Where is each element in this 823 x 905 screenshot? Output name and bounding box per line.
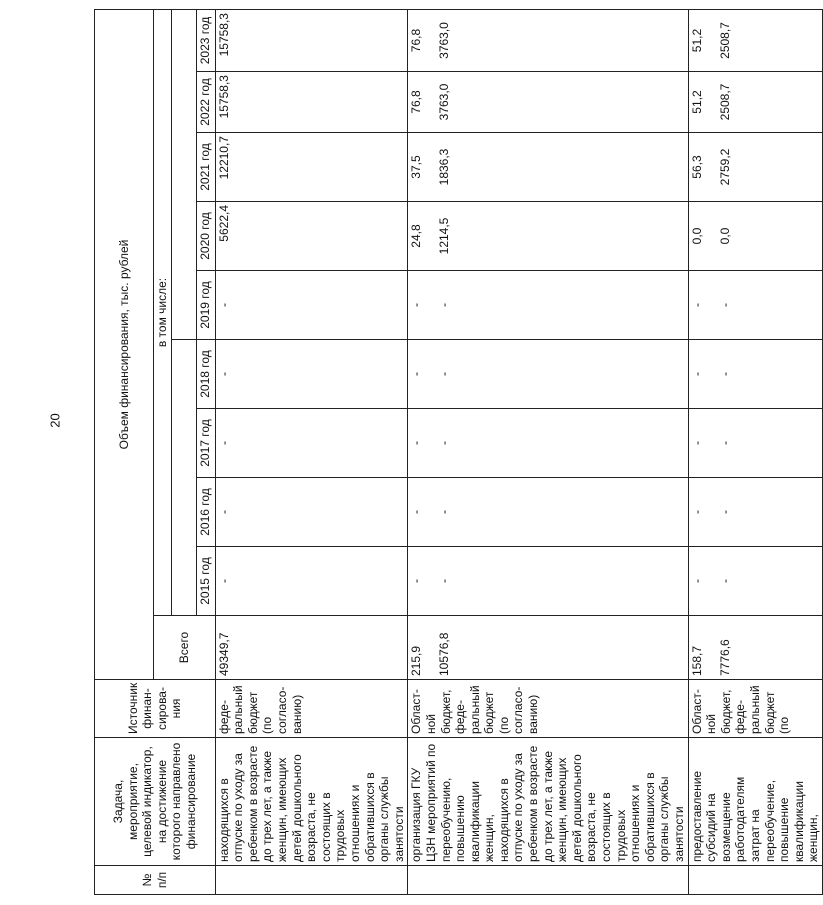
cell-year: 5622,4	[215, 202, 408, 271]
row-source-line: Област-ной бюджет,	[409, 689, 453, 734]
row-source	[688, 680, 822, 738]
table-row	[688, 10, 822, 895]
header-year: 2017 год	[196, 409, 215, 478]
cell-year: -	[717, 510, 732, 514]
cell-year: -	[215, 409, 408, 478]
page-number: 20	[47, 413, 63, 428]
cell-year: -	[215, 271, 408, 340]
cell-year: -	[717, 441, 732, 445]
row-source	[408, 680, 688, 738]
row-source-line: Област-ной бюджет,	[689, 689, 733, 734]
header-year: 2020 год	[196, 202, 215, 271]
cell-year-group	[688, 202, 822, 271]
cell-year: 3763,0	[437, 83, 452, 121]
cell-year: 3763,0	[437, 22, 452, 59]
cell-year-group	[408, 478, 688, 547]
header-year: 2015 год	[196, 547, 215, 616]
cell-year-group	[688, 478, 822, 547]
cell-year: 1836,3	[437, 148, 452, 186]
cell-year: -	[409, 441, 424, 445]
cell-year: 76,8	[409, 90, 424, 114]
header-year: 2016 год	[196, 478, 215, 547]
cell-year: -	[689, 441, 704, 445]
cell-year-group	[688, 10, 822, 72]
cell-year: -	[437, 441, 452, 445]
header-num: № п/п	[95, 866, 216, 895]
cell-year: -	[409, 303, 424, 307]
cell-year: -	[437, 510, 452, 514]
row-total: 49349,7	[215, 616, 408, 680]
cell-year: -	[689, 579, 704, 583]
header-task: Задача, мероприятие, целевой индикатор, на достижение которого направлено финансирование	[95, 738, 216, 866]
row-source: феде-ральный бюджет (по согласо-ванию)	[215, 680, 408, 738]
cell-year: -	[215, 340, 408, 409]
cell-year-group	[408, 340, 688, 409]
cell-year: 0,0	[689, 227, 704, 245]
header-total: Всего	[154, 616, 216, 680]
cell-year: 24,8	[409, 224, 424, 248]
cell-year: 76,8	[409, 28, 424, 53]
cell-year: -	[215, 478, 408, 547]
rotated-page	[94, 10, 821, 895]
cell-year: 2508,7	[717, 83, 732, 121]
cell-year: -	[437, 303, 452, 307]
row-source-line: феде-ральный бюджет (по согласо-ванию)	[453, 685, 541, 734]
cell-year: 51,2	[689, 90, 704, 114]
cell-year: 56,3	[689, 155, 704, 179]
total-value: 10576,8	[437, 632, 452, 676]
header-year: 2019 год	[196, 271, 215, 340]
row-num	[688, 866, 822, 895]
cell-year: -	[409, 372, 424, 376]
cell-year: 2508,7	[717, 22, 732, 59]
total-value: 215,9	[409, 645, 424, 676]
cell-year: -	[689, 372, 704, 376]
row-num	[408, 866, 688, 895]
cell-year: -	[409, 579, 424, 583]
cell-year: -	[689, 510, 704, 514]
cell-year-group	[688, 72, 822, 133]
cell-year-group	[408, 547, 688, 616]
cell-year: 51,2	[689, 28, 704, 53]
cell-year-group	[408, 72, 688, 133]
header-year: 2023 год	[196, 10, 215, 72]
cell-year-group	[408, 271, 688, 340]
row-task: находящихся в отпуске по уходу за ребенком в возрасте до трех лет, а также женщин, имеющих детей дошкольного возраста, не состоящих в трудовых отношениях и обратившихся в органы службы занятости	[215, 738, 408, 866]
cell-year: 1214,5	[437, 217, 452, 255]
cell-year: -	[717, 372, 732, 376]
header-blank	[171, 10, 196, 340]
cell-year: -	[437, 579, 452, 583]
cell-year: -	[717, 579, 732, 583]
header-source: Источник финан-сирова-ния	[95, 680, 216, 738]
header-including: в том числе:	[154, 10, 172, 616]
total-value: 158,7	[689, 645, 704, 676]
header-blank	[171, 340, 196, 616]
cell-year-group	[408, 202, 688, 271]
cell-year-group	[688, 340, 822, 409]
cell-year-group	[408, 409, 688, 478]
cell-year-group	[688, 547, 822, 616]
cell-year: 15758,3	[215, 72, 408, 133]
cell-year: 37,5	[409, 155, 424, 179]
table-row	[408, 10, 688, 895]
cell-year-group	[688, 133, 822, 202]
row-source-line: феде-ральный бюджет (по	[733, 685, 792, 734]
cell-year: -	[437, 372, 452, 376]
cell-year: -	[689, 303, 704, 307]
cell-year: -	[409, 510, 424, 514]
cell-year-group	[408, 133, 688, 202]
cell-year: 15758,3	[215, 10, 408, 72]
cell-year: -	[717, 303, 732, 307]
row-task: организация ГКУ ЦЗН мероприятий по переобучению, повышению квалификации женщин, находящихся в отпуске по уходу за ребенком в возрасте до трех лет, а также женщин, имеющих детей дошкольного возраста, не состоящих в трудовых отношениях и обратившихся в органы службы занятости	[408, 738, 688, 866]
header-volume: Объем финансирования, тыс. рублей	[95, 10, 154, 680]
cell-year-group	[688, 409, 822, 478]
row-total	[688, 616, 822, 680]
cell-year: 0,0	[717, 227, 732, 245]
cell-year: 12210,7	[215, 133, 408, 202]
cell-year: -	[215, 547, 408, 616]
table-row	[215, 10, 408, 895]
row-total	[408, 616, 688, 680]
header-year: 2018 год	[196, 340, 215, 409]
header-year: 2022 год	[196, 72, 215, 133]
cell-year-group	[408, 10, 688, 72]
financing-table	[94, 9, 823, 895]
total-value: 7776,6	[717, 639, 732, 676]
row-task: предоставление субсидий на возмещение работодателям затрат на переобучение, повышение квалификации женщин,	[688, 738, 822, 866]
row-num	[215, 866, 408, 895]
cell-year: 2759,2	[717, 148, 732, 186]
header-year: 2021 год	[196, 133, 215, 202]
cell-year-group	[688, 271, 822, 340]
